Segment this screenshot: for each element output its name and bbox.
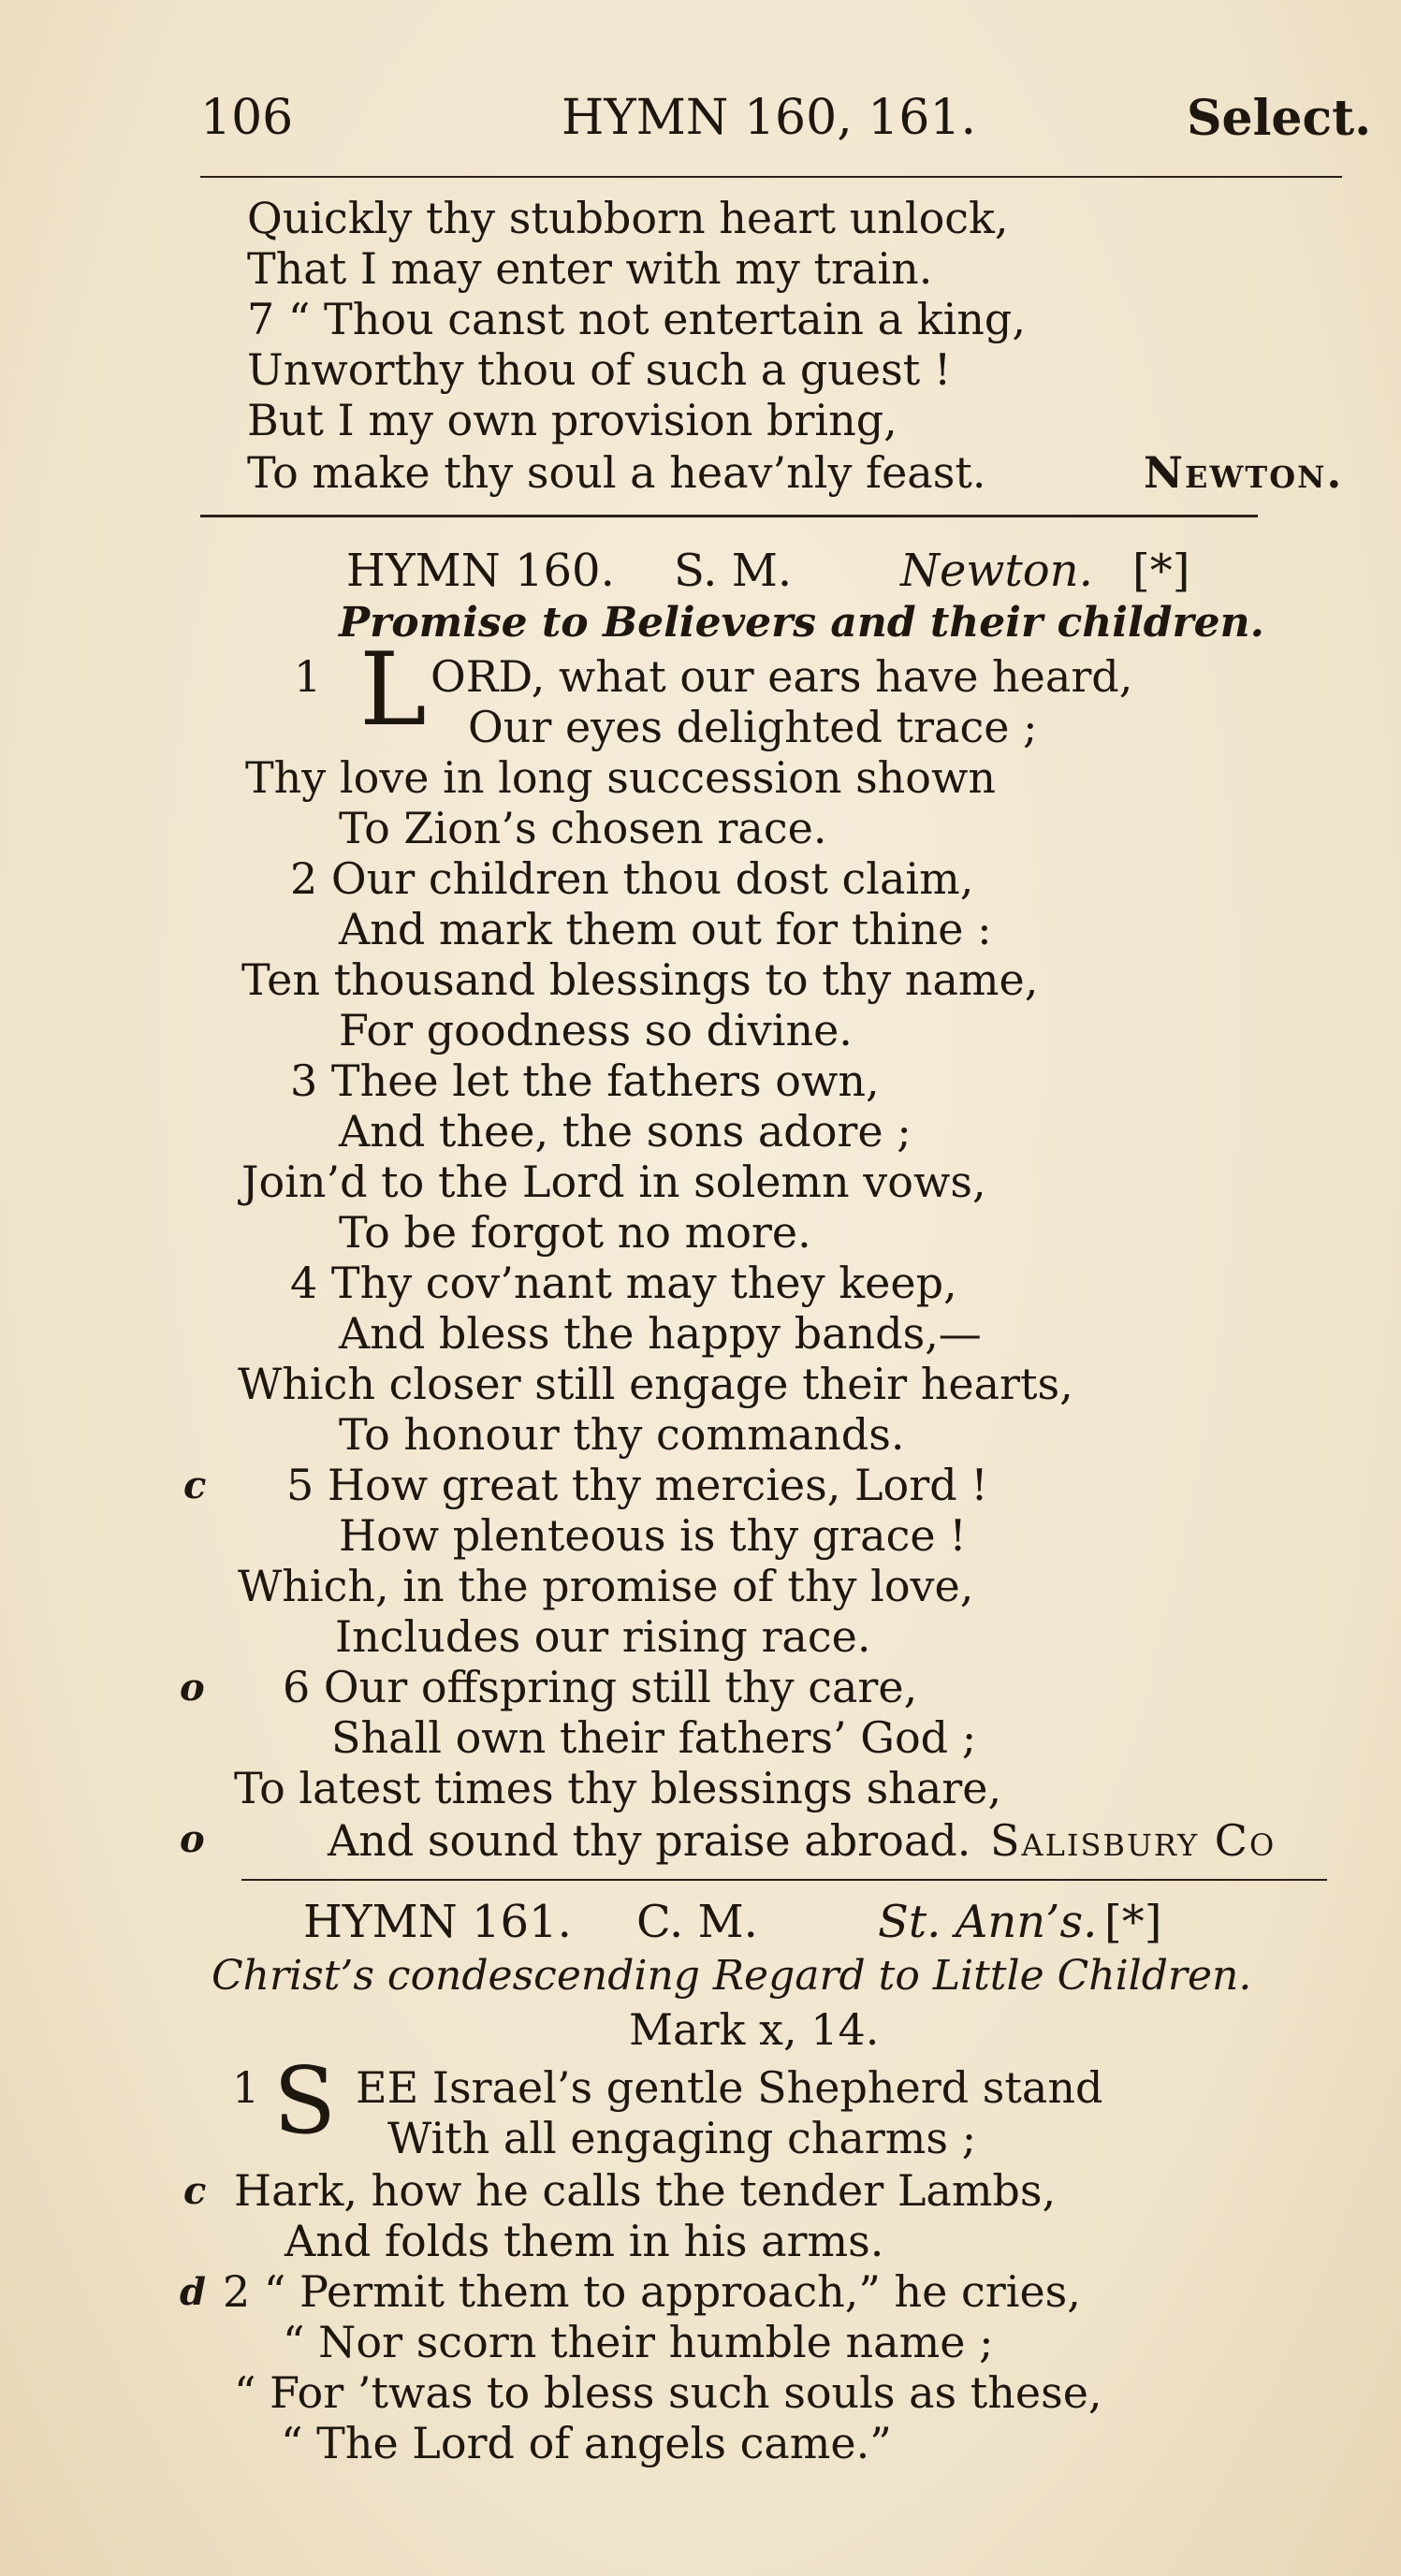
hymn-line: 6 Our offspring still thy care, [283, 1662, 918, 1712]
hymn-line: And thee, the sons adore ; [339, 1106, 912, 1157]
hymn-line: “ For ’twas to bless such souls as these, [234, 2367, 1102, 2418]
prev-hymn-attribution: Newton. [1144, 447, 1344, 498]
hymn-line: 5 How great thy mercies, Lord ! [286, 1460, 988, 1510]
hymn-line: EE Israel’s gentle Shepherd stand [356, 2062, 1103, 2113]
dynamic-marker: c [183, 1463, 207, 1507]
hymn-line: With all engaging charms ; [387, 2113, 977, 2163]
hymn-line: To honour thy commands. [339, 1409, 905, 1460]
hymn-line: To latest times thy blessings share, [234, 1763, 1002, 1813]
hymn-line: Thy love in long succession shown [245, 752, 996, 803]
hymn-160-mark: [*] [1132, 545, 1190, 597]
hymn-line: “ The Lord of angels came.” [281, 2418, 892, 2468]
hymn-line: To be forgot no more. [339, 1207, 811, 1258]
hymn-160-title: HYMN 160. [346, 545, 615, 597]
verse-number: 1 [294, 651, 322, 702]
running-title: HYMN 160, 161. [562, 90, 977, 146]
drop-cap: L [359, 632, 427, 749]
hymn-161-meter: C. M. [636, 1896, 758, 1948]
hymn-line: 2 “ Permit them to approach,” he cries, [223, 2266, 1081, 2317]
hymn-line: And bless the happy bands,— [339, 1308, 982, 1359]
dynamic-marker: o [180, 1817, 205, 1861]
hymn-line: To Zion’s chosen race. [339, 803, 827, 853]
hymn-161-subtitle: Christ’s condescending Regard to Little Children. [212, 1952, 1252, 2000]
prev-hymn-line: 7 “ Thou canst not entertain a king, [247, 294, 1026, 344]
prev-hymn-line: Unworthy thou of such a guest ! [247, 344, 952, 395]
hymn-line: “ Nor scorn their humble name ; [283, 2317, 994, 2367]
hymn-line: Includes our rising race. [335, 1611, 871, 1662]
section-rule [241, 1879, 1327, 1881]
hymn-line: Join’d to the Lord in solemn vows, [241, 1157, 986, 1207]
section-rule [200, 515, 1258, 517]
hymn-line: 4 Thy cov’nant may they keep, [290, 1258, 957, 1308]
dynamic-marker: d [180, 2270, 206, 2314]
prev-hymn-line: To make thy soul a heav’nly feast. [247, 447, 986, 498]
hymn-line: How plenteous is thy grace ! [339, 1510, 967, 1561]
hymn-line: 3 Thee let the fathers own, [290, 1055, 880, 1106]
hymn-line: And sound thy praise abroad. [328, 1815, 971, 1866]
page-number: 106 [200, 90, 294, 146]
hymn-line: 2 Our children thou dost claim, [290, 853, 974, 904]
section-label: Select. [1187, 90, 1372, 147]
dynamic-marker: o [180, 1666, 205, 1710]
hymn-line: Shall own their fathers’ God ; [331, 1712, 977, 1763]
hymn-160-meter: S. M. [674, 545, 793, 597]
drop-cap: S [273, 2048, 337, 2155]
hymn-160-attribution: Salisbury Co [990, 1815, 1277, 1866]
hymn-line: Ten thousand blessings to thy name, [241, 954, 1039, 1005]
header-rule [200, 176, 1342, 178]
prev-hymn-line: That I may enter with my train. [247, 243, 933, 294]
prev-hymn-line: Quickly thy stubborn heart unlock, [247, 193, 1009, 243]
hymn-line: ORD, what our ears have heard, [431, 651, 1133, 702]
hymn-line: Which closer still engage their hearts, [238, 1359, 1073, 1409]
hymn-161-title: HYMN 161. [303, 1896, 572, 1948]
hymn-line: And mark them out for thine : [339, 904, 992, 954]
hymn-161-tune: St. Ann’s. [878, 1896, 1098, 1948]
hymn-160-subtitle: Promise to Believers and their children. [339, 599, 1264, 647]
hymn-line: Hark, how he calls the tender Lambs, [234, 2165, 1057, 2216]
verse-number: 1 [232, 2062, 260, 2113]
hymn-line: And folds them in his arms. [285, 2216, 884, 2266]
hymn-line: Which, in the promise of thy love, [238, 1561, 974, 1611]
hymn-line: Our eyes delighted trace ; [468, 702, 1038, 752]
dynamic-marker: c [183, 2169, 207, 2213]
hymn-line: For goodness so divine. [339, 1005, 853, 1055]
scripture-reference: Mark x, 14. [629, 2004, 880, 2055]
prev-hymn-line: But I my own provision bring, [247, 395, 898, 445]
hymn-160-tune: Newton. [900, 545, 1093, 597]
hymn-161-mark: [*] [1104, 1896, 1162, 1948]
